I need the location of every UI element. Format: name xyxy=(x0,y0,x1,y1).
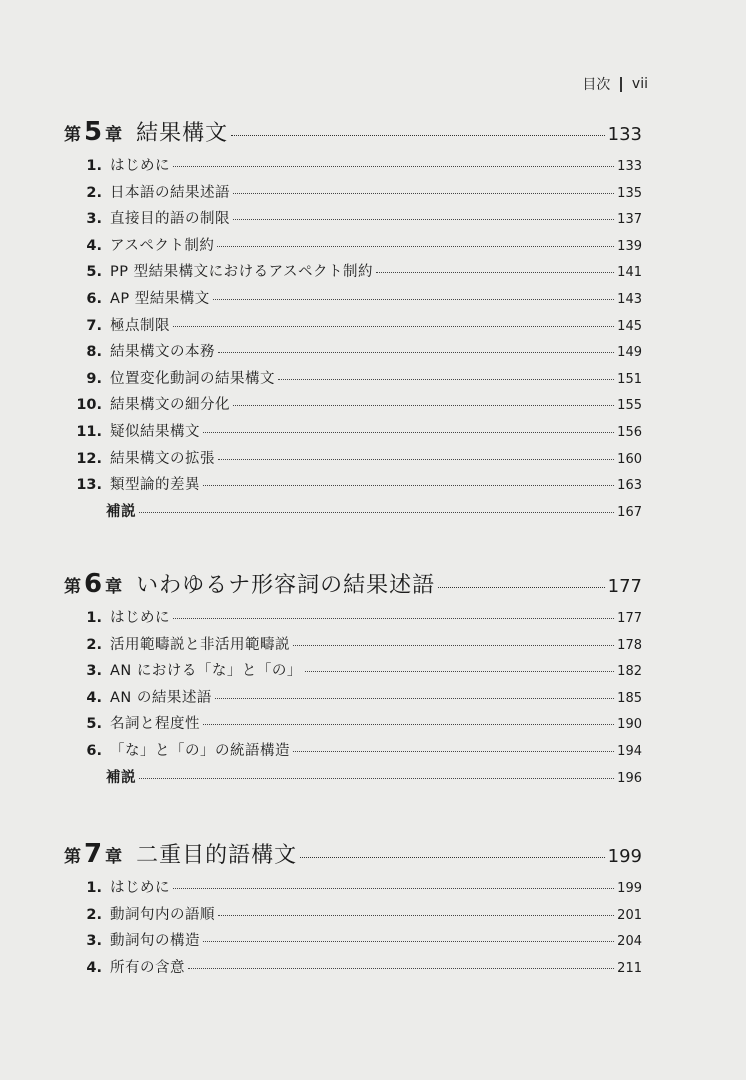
toc-entry[interactable] xyxy=(64,420,642,447)
entry-page: 201 xyxy=(617,907,642,923)
dot-leader xyxy=(173,166,614,167)
entry-number: 1. xyxy=(86,158,102,174)
entry-number: 8. xyxy=(86,344,102,361)
chapter-suffix: 章 xyxy=(105,577,123,597)
entry-page: 160 xyxy=(617,451,642,467)
chapter-title: 二重目的語構文 xyxy=(136,843,298,868)
running-header xyxy=(582,74,648,94)
toc-entry[interactable] xyxy=(64,686,642,713)
toc-entry-supplement[interactable] xyxy=(64,766,642,793)
entry-title: PP 型結果構文におけるアスペクト制約 xyxy=(110,264,374,281)
section-list xyxy=(64,154,642,526)
entry-title: はじめに xyxy=(110,158,170,174)
entry-title: 直接目的語の制限 xyxy=(110,211,230,228)
entry-page: 190 xyxy=(617,717,642,733)
entry-page: 151 xyxy=(617,371,642,387)
entry-number: 5. xyxy=(86,264,102,281)
entry-page: 185 xyxy=(617,690,642,706)
dot-leader xyxy=(213,299,614,300)
entry-number: 1. xyxy=(86,880,102,896)
entry-title: 活用範疇説と非活用範疇説 xyxy=(110,636,290,653)
dot-leader xyxy=(139,512,614,513)
toc-entry[interactable] xyxy=(64,207,642,234)
entry-page: 149 xyxy=(617,345,642,361)
entry-page: 143 xyxy=(617,291,642,307)
entry-number: 7. xyxy=(86,317,102,334)
dot-leader xyxy=(305,671,614,672)
chapter-heading[interactable] xyxy=(64,838,642,868)
header-divider xyxy=(620,77,622,92)
running-header-page-number: vii xyxy=(631,76,648,92)
entry-page: 196 xyxy=(617,770,642,786)
entry-title: 補説 xyxy=(106,769,136,786)
entry-number: 13. xyxy=(76,477,102,494)
dot-leader xyxy=(173,326,614,327)
entry-number: 1. xyxy=(86,610,102,626)
chapter-label xyxy=(64,839,122,869)
dot-leader xyxy=(139,778,614,779)
chapter-7 xyxy=(64,838,642,982)
dot-leader xyxy=(203,432,614,433)
entry-title: 所有の含意 xyxy=(110,959,185,976)
chapter-6 xyxy=(64,568,642,792)
toc-entry[interactable] xyxy=(64,739,642,766)
entry-title: 疑似結果構文 xyxy=(110,423,200,440)
entry-title: 位置変化動詞の結果構文 xyxy=(110,370,275,387)
dot-leader xyxy=(293,751,614,752)
entry-page: 163 xyxy=(617,478,642,494)
dot-leader xyxy=(188,968,614,969)
toc-entry[interactable] xyxy=(64,712,642,739)
entry-page: 194 xyxy=(617,743,642,759)
chapter-5 xyxy=(64,116,642,526)
entry-page: 141 xyxy=(617,265,642,281)
entry-title: 結果構文の本務 xyxy=(110,344,215,361)
entry-number: 2. xyxy=(86,906,102,923)
entry-number: 4. xyxy=(86,689,102,706)
toc-entry[interactable] xyxy=(64,633,642,660)
chapter-page: 133 xyxy=(607,124,642,145)
dot-leader xyxy=(173,888,614,889)
entry-title: はじめに xyxy=(110,610,170,626)
entry-title: 極点制限 xyxy=(110,317,170,334)
entry-page: 135 xyxy=(617,185,642,201)
toc-entry[interactable] xyxy=(64,929,642,956)
toc-entry[interactable] xyxy=(64,287,642,314)
chapter-heading[interactable] xyxy=(64,116,642,146)
section-list xyxy=(64,876,642,982)
entry-number: 9. xyxy=(86,370,102,387)
dot-leader xyxy=(218,915,614,916)
chapter-title: いわゆるナ形容詞の結果述語 xyxy=(136,573,436,598)
entry-title: AP 型結果構文 xyxy=(110,290,210,307)
chapter-label xyxy=(64,569,122,599)
entry-page: 133 xyxy=(617,159,642,174)
chapter-number: 5 xyxy=(84,117,103,147)
entry-number: 3. xyxy=(86,663,102,680)
entry-title: はじめに xyxy=(110,880,170,896)
entry-page: 178 xyxy=(617,637,642,653)
chapter-title: 結果構文 xyxy=(136,121,229,146)
entry-page: 211 xyxy=(617,960,642,976)
toc-entry[interactable] xyxy=(64,659,642,686)
entry-number: 3. xyxy=(86,933,102,950)
chapter-suffix: 章 xyxy=(105,125,123,145)
entry-page: 167 xyxy=(617,504,642,520)
entry-title: AN の結果述語 xyxy=(110,689,212,706)
dot-leader xyxy=(438,587,605,588)
entry-page: 177 xyxy=(617,611,642,626)
dot-leader xyxy=(278,379,614,380)
toc-entry[interactable] xyxy=(64,903,642,930)
chapter-prefix: 第 xyxy=(64,847,81,867)
entry-number: 11. xyxy=(76,423,102,440)
entry-title: アスペクト制約 xyxy=(110,237,215,254)
toc-entry[interactable] xyxy=(64,234,642,261)
dot-leader xyxy=(203,485,614,486)
dot-leader xyxy=(376,272,614,273)
entry-number: 2. xyxy=(86,184,102,201)
toc-entry[interactable] xyxy=(64,314,642,341)
entry-number: 4. xyxy=(86,959,102,976)
chapter-heading[interactable] xyxy=(64,568,642,598)
entry-title: 補説 xyxy=(106,503,136,520)
chapter-page: 177 xyxy=(607,576,642,597)
entry-page: 199 xyxy=(617,881,642,896)
toc-entry-supplement[interactable] xyxy=(64,500,642,527)
entry-page: 137 xyxy=(617,212,642,228)
entry-title: 動詞句内の語順 xyxy=(110,906,215,923)
entry-page: 155 xyxy=(617,398,642,414)
toc-entry[interactable] xyxy=(64,393,642,420)
dot-leader xyxy=(233,219,614,220)
entry-number: 6. xyxy=(86,290,102,307)
dot-leader xyxy=(203,724,614,725)
entry-number: 5. xyxy=(86,716,102,733)
toc-entry[interactable] xyxy=(64,447,642,474)
chapter-number: 7 xyxy=(84,839,103,869)
entry-title: 「な」と「の」の統語構造 xyxy=(110,742,290,759)
entry-title: AN における「な」と「の」 xyxy=(110,663,302,680)
chapter-prefix: 第 xyxy=(64,125,81,145)
chapter-suffix: 章 xyxy=(105,847,123,867)
entry-page: 204 xyxy=(617,934,642,950)
entry-number: 10. xyxy=(76,397,102,414)
dot-leader xyxy=(231,135,605,136)
chapter-number: 6 xyxy=(84,569,103,599)
dot-leader xyxy=(218,352,614,353)
dot-leader xyxy=(233,193,614,194)
entry-number: 4. xyxy=(86,237,102,254)
toc-entry[interactable] xyxy=(64,473,642,500)
entry-title: 名詞と程度性 xyxy=(110,716,200,733)
chapter-label xyxy=(64,117,122,147)
dot-leader xyxy=(300,857,605,858)
entry-number: 6. xyxy=(86,742,102,759)
entry-number: 3. xyxy=(86,211,102,228)
toc-entry[interactable] xyxy=(64,956,642,983)
entry-title: 動詞句の構造 xyxy=(110,933,200,950)
dot-leader xyxy=(173,618,614,619)
entry-page: 182 xyxy=(617,664,642,680)
entry-number: 12. xyxy=(76,450,102,467)
entry-title: 日本語の結果述語 xyxy=(110,184,230,201)
chapter-page: 199 xyxy=(607,846,642,867)
dot-leader xyxy=(203,941,614,942)
entry-page: 145 xyxy=(617,318,642,334)
toc-entry[interactable] xyxy=(64,606,642,633)
entry-title: 類型論的差異 xyxy=(110,477,200,494)
toc-entry[interactable] xyxy=(64,260,642,287)
entry-number: 2. xyxy=(86,636,102,653)
dot-leader xyxy=(293,645,614,646)
toc-entry[interactable] xyxy=(64,154,642,181)
toc-entry[interactable] xyxy=(64,340,642,367)
dot-leader xyxy=(218,459,614,460)
toc-entry[interactable] xyxy=(64,876,642,903)
entry-title: 結果構文の細分化 xyxy=(110,397,230,414)
chapter-prefix: 第 xyxy=(64,577,81,597)
entry-page: 139 xyxy=(617,238,642,254)
entry-page: 156 xyxy=(617,424,642,440)
dot-leader xyxy=(217,246,614,247)
toc-entry[interactable] xyxy=(64,367,642,394)
dot-leader xyxy=(233,405,614,406)
toc-entry[interactable] xyxy=(64,181,642,208)
running-header-section: 目次 xyxy=(582,77,611,93)
section-list xyxy=(64,606,642,792)
entry-title: 結果構文の拡張 xyxy=(110,450,215,467)
dot-leader xyxy=(215,698,614,699)
